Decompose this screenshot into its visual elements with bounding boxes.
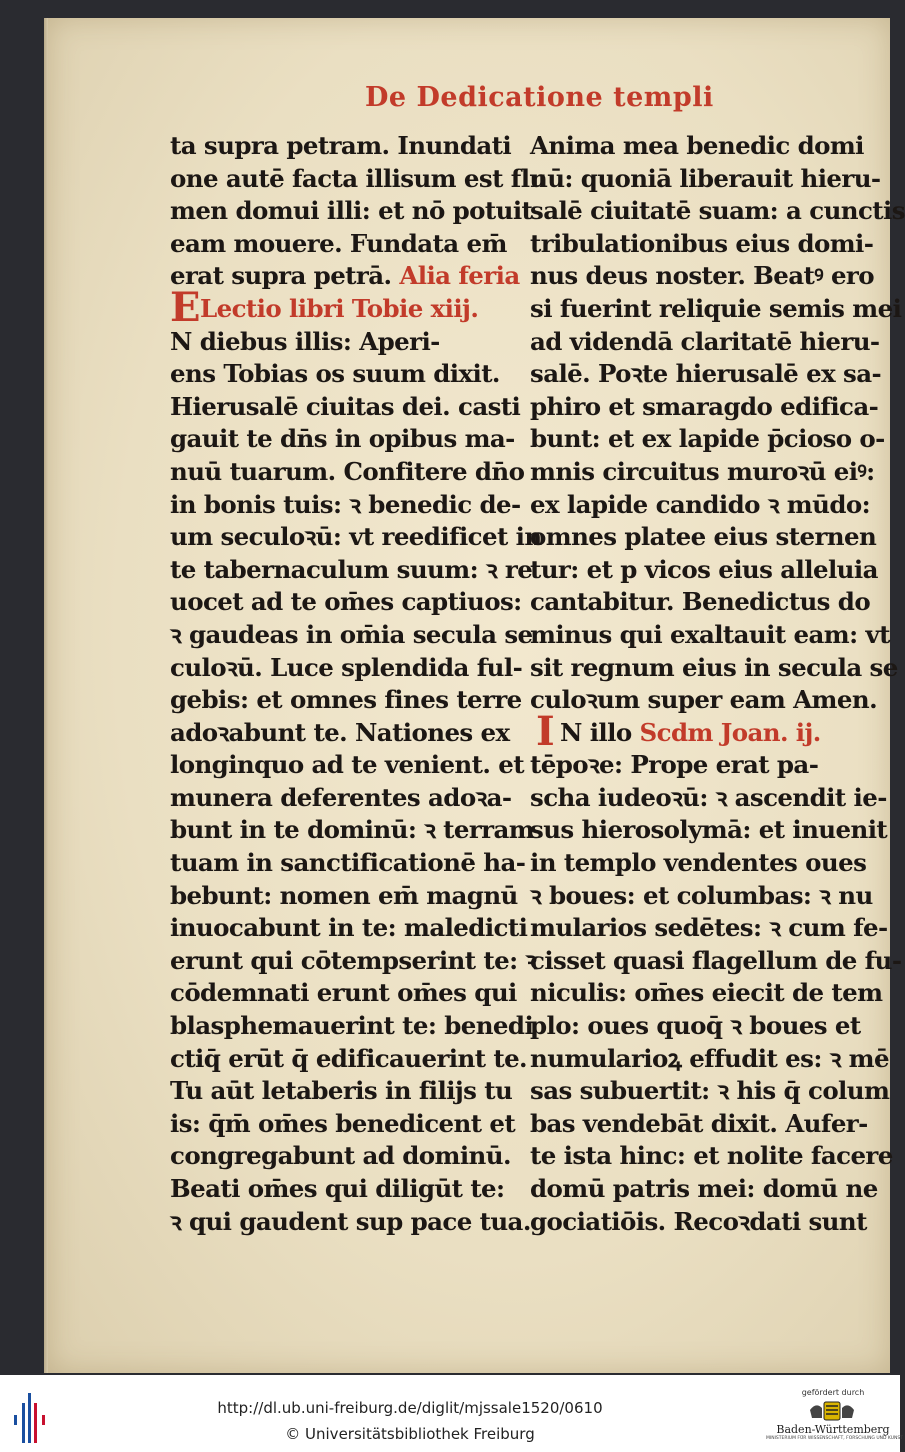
line-text: in templo vendentes oues: [530, 848, 867, 878]
line-text: culoꝛum super eam Amen.: [530, 685, 877, 715]
line-text: Tu aūt letaberis in filijs tu: [170, 1076, 513, 1106]
right-column-line: [530, 293, 902, 326]
line-text: minus qui exaltauit eam: vt: [530, 619, 890, 649]
line-text: si fuerint reliquie semis mei: [530, 293, 902, 323]
right-column-line: [530, 326, 880, 359]
left-column-line: [170, 782, 510, 815]
line-text: erat supra petrā.: [170, 261, 400, 291]
line-text: mnis circuitus muroꝛū eiꝰ:: [530, 456, 875, 486]
left-column-line: [170, 586, 522, 619]
left-column-line: [170, 1206, 531, 1239]
right-column-line: [530, 391, 879, 424]
line-text: salē. Poꝛte hierusalē ex sa-: [530, 359, 882, 389]
right-column-line: [530, 1075, 890, 1108]
right-column-line: [530, 521, 877, 554]
left-column-line: [170, 228, 510, 261]
left-column-line: [170, 283, 510, 331]
line-text: nuū tuarum. Confitere dn̄o: [170, 456, 525, 486]
left-column-line: [170, 1108, 516, 1141]
right-column-line: [530, 456, 875, 489]
line-text: ad videndā claritatē hieru-: [530, 326, 880, 356]
line-text: bas vendebāt dixit. Aufer-: [530, 1108, 868, 1138]
left-text-column: [170, 130, 547, 1236]
left-column-line: [170, 684, 522, 717]
left-column-line: [170, 945, 537, 978]
line-text: munera deferentes adoꝛa-: [170, 782, 512, 812]
left-column-line: [170, 326, 510, 359]
line-text: numularioꝝ effudit es: ꝛ mē: [530, 1043, 889, 1073]
line-text: N illo: [560, 717, 640, 747]
line-text: sit regnum eius in secula se: [530, 652, 898, 682]
right-column-line: [530, 1108, 868, 1141]
line-text: N diebus illis: Aperi-: [170, 326, 440, 356]
left-column-line: [170, 489, 521, 522]
right-column-line: [530, 260, 874, 293]
left-column-line: [170, 1140, 510, 1173]
rubric-text: Scdm Joan. ij.: [639, 717, 821, 747]
initial-capital: E: [170, 283, 200, 331]
line-text: cisset quasi flagellum de fu-: [530, 945, 902, 975]
left-column-line: [170, 130, 510, 163]
line-text: one autē facta illisum est flu: [170, 163, 547, 193]
line-text: is: q̄m̄ om̄es benedicent et: [170, 1108, 516, 1138]
left-column-line: [170, 456, 525, 489]
left-column-line: [170, 1010, 534, 1043]
line-text: cantabitur. Benedictus do: [530, 587, 871, 617]
right-column-line: [530, 1010, 860, 1043]
right-column-line: [530, 652, 898, 685]
right-column-line: [530, 195, 905, 228]
line-text: men domui illi: et nō potuit: [170, 196, 533, 226]
right-column-line: [530, 130, 864, 163]
line-text: ꝛ boues: et columbas: ꝛ nu: [530, 880, 873, 910]
line-text: gauit te dn̄s in opibus ma-: [170, 424, 515, 454]
line-text: nū: quoniā liberauit hieru-: [530, 163, 881, 193]
left-column-line: [170, 814, 535, 847]
left-column-line: [170, 847, 526, 880]
right-column-line: [530, 684, 877, 717]
left-column-line: [170, 1075, 513, 1108]
line-text: adoꝛabunt te. Nationes ex: [170, 717, 510, 747]
left-column-line: [170, 163, 547, 196]
line-text: domū patris mei: domū ne: [530, 1174, 878, 1203]
line-text: Hierusalē ciuitas dei. casti: [170, 391, 521, 421]
sponsor-block: [766, 1388, 903, 1450]
initial-capital: I: [535, 707, 555, 755]
right-column-line: [530, 945, 902, 978]
left-column-line: [170, 717, 510, 750]
document-url[interactable]: http://dl.ub.uni-freiburg.de/diglit/mjssale1520/0610: [217, 1399, 603, 1417]
line-text: erunt qui cōtempserint te: ꝛ: [170, 945, 537, 975]
line-text: ex lapide candido ꝛ mūdo:: [530, 489, 871, 519]
line-text: nus deus noster. Beatꝰ ero: [530, 261, 874, 291]
left-column-line: [170, 554, 533, 587]
right-column-line: [530, 880, 873, 913]
right-column-line: [530, 977, 883, 1010]
right-column-line: [530, 1206, 867, 1239]
right-column-line: [530, 707, 860, 755]
line-text: cōdemnati erunt om̄es qui: [170, 978, 517, 1008]
ministry-name: MINISTERIUM FÜR WISSENSCHAFT, FORSCHUNG UND KUNST: [766, 1436, 903, 1441]
line-text: bunt in te dominū: ꝛ terram: [170, 815, 535, 845]
left-column-line: [170, 1173, 510, 1206]
line-text: tuam in sanctificationē ha-: [170, 848, 526, 878]
line-text: te ista hinc: et nolite facere: [530, 1141, 893, 1171]
rubric-text: Alia feria: [399, 261, 520, 291]
right-column-line: [530, 586, 871, 619]
line-text: te tabernaculum suum: ꝛ re: [170, 554, 533, 584]
line-text: bunt: et ex lapide p̄cioso o-: [530, 424, 885, 454]
left-column-line: [170, 358, 510, 391]
line-text: ta supra petram. Inundati: [170, 131, 512, 160]
line-text: ꝛ qui gaudent sup pace tua.: [170, 1206, 531, 1236]
line-text: tribulationibus eius domi-: [530, 228, 874, 258]
line-text: ctiq̄ erūt q̄ edificauerint te.: [170, 1043, 527, 1073]
left-column-line: [170, 391, 521, 424]
line-text: blasphemauerint te: benedi: [170, 1011, 534, 1041]
left-column-line: [170, 1043, 527, 1076]
sponsor-name: Baden-Württemberg: [776, 1423, 890, 1436]
right-text-column: [530, 130, 905, 1236]
line-text: tēpoꝛe: Prope erat pa-: [530, 750, 819, 780]
copyright-notice: © Universitätsbibliothek Freiburg: [285, 1425, 535, 1443]
left-column-line: [170, 977, 517, 1010]
line-text: eam mouere. Fundata em̄: [170, 228, 507, 258]
right-column-line: [530, 847, 867, 880]
line-text: culoꝛū. Luce splendida ful-: [170, 652, 523, 682]
left-column-line: [170, 912, 528, 945]
line-text: in bonis tuis: ꝛ benedic de-: [170, 489, 521, 519]
line-text: ens Tobias os suum dixit.: [170, 359, 500, 389]
right-column-line: [530, 814, 888, 847]
right-column-line: [530, 1043, 889, 1076]
right-column-line: [530, 619, 890, 652]
line-text: scha iudeoꝛū: ꝛ ascendit ie-: [530, 782, 887, 812]
line-text: plo: oues quoq̄ ꝛ boues et: [530, 1011, 861, 1041]
line-text: mularios sedētes: ꝛ cum fe-: [530, 913, 888, 943]
line-text: bebunt: nomen em̄ magnū: [170, 880, 518, 910]
page-header: De Dedicatione templi: [365, 82, 714, 113]
left-column-line: [170, 521, 542, 554]
left-column-line: [170, 652, 523, 685]
line-text: omnes platee eius sternen: [530, 522, 877, 552]
left-column-line: [170, 260, 520, 293]
right-column-line: [530, 163, 881, 196]
line-text: congregabunt ad dominū.: [170, 1141, 511, 1171]
line-text: longinquo ad te venient. et: [170, 750, 524, 780]
right-column-line: [530, 489, 871, 522]
right-column-line: [530, 749, 860, 782]
line-text: sus hierosolymā: et inuenit: [530, 815, 888, 845]
right-column-line: [530, 1140, 893, 1173]
line-text: ꝛ gaudeas in om̄ia secula se: [170, 619, 533, 649]
line-text: um seculoꝛū: vt reedificet in: [170, 522, 542, 552]
line-text: salē ciuitatē suam: a cunctis: [530, 196, 905, 226]
line-text: uocet ad te om̄es captiuos:: [170, 587, 522, 617]
right-column-line: [530, 782, 887, 815]
left-column-line: [170, 195, 533, 228]
right-column-line: [530, 912, 888, 945]
line-text: phiro et smaragdo edifica-: [530, 391, 879, 421]
line-text: Anima mea benedic domi: [530, 131, 864, 160]
state-crest-icon: [806, 1400, 858, 1422]
sponsor-label: gefördert durch: [801, 1388, 865, 1397]
line-text: inuocabunt in te: maledicti: [170, 913, 528, 943]
line-text: gebis: et omnes fines terre: [170, 685, 522, 715]
line-text: sas subuertit: ꝛ his q̄ colum: [530, 1076, 890, 1106]
rubric-text: Lectio libri Tobie xiij.: [200, 293, 479, 323]
line-text: niculis: om̄es eiecit de tem: [530, 978, 883, 1008]
right-column-line: [530, 1173, 878, 1206]
right-column-line: [530, 423, 885, 456]
right-column-line: [530, 554, 878, 587]
left-column-line: [170, 749, 524, 782]
line-text: Beati om̄es qui diligūt te:: [170, 1174, 505, 1203]
line-text: tur: et p vicos eius alleluia: [530, 554, 878, 584]
line-text: gociatiōis. Recoꝛdati sunt: [530, 1206, 867, 1236]
right-column-line: [530, 358, 882, 391]
left-column-line: [170, 423, 515, 456]
left-column-line: [170, 619, 533, 652]
right-column-line: [530, 228, 874, 261]
left-column-line: [170, 880, 518, 913]
